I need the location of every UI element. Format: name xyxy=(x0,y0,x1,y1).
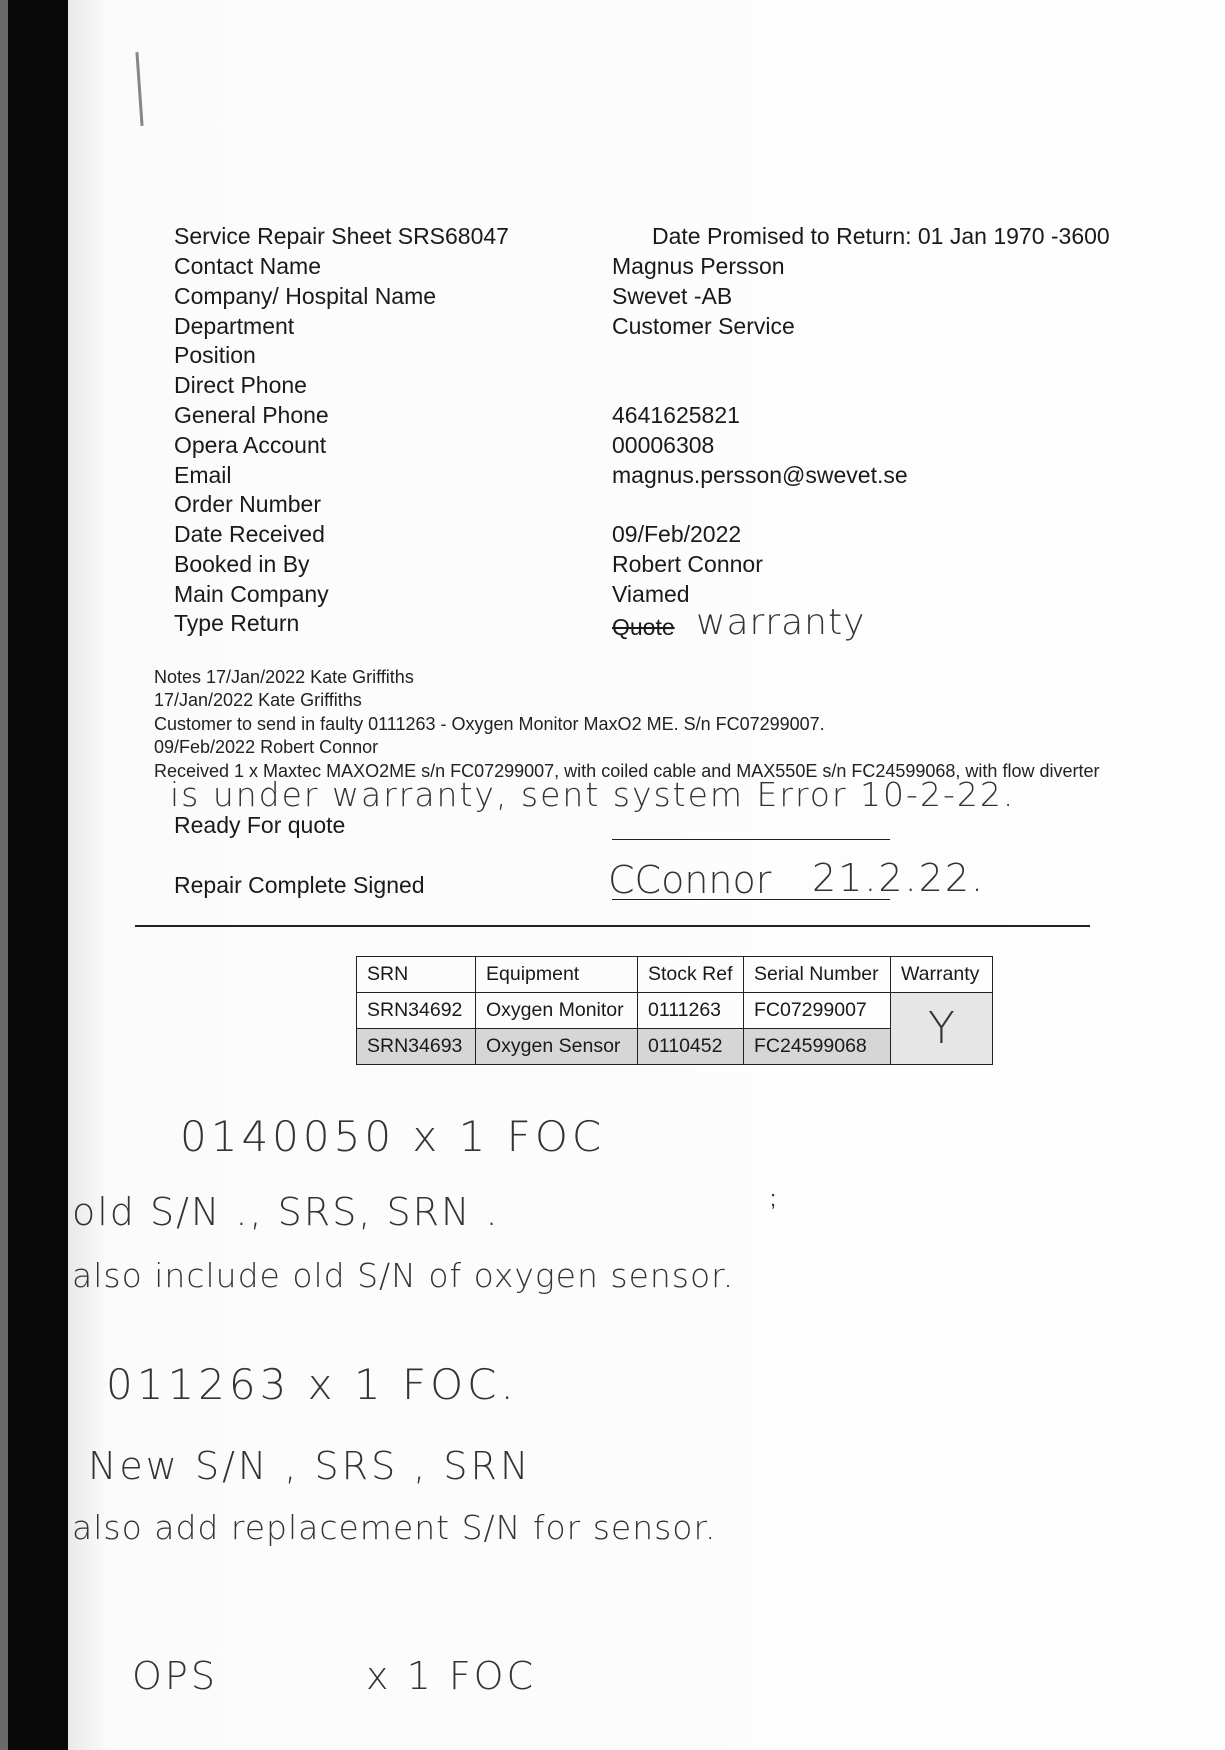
handwritten-instruction-2: also include old S/N of oxygen sensor. xyxy=(72,1256,735,1295)
field-value: magnus.persson@swevet.se xyxy=(612,462,908,488)
sheet-title: Service Repair Sheet SRS68047 xyxy=(174,223,509,249)
cell-serial: FC07299007 xyxy=(744,993,891,1029)
field-value: Robert Connor xyxy=(612,551,763,577)
field-company xyxy=(174,281,1154,311)
table-header-row xyxy=(357,957,993,993)
handwritten-part-line-1: 0140050 x 1 FOC xyxy=(180,1112,606,1161)
field-label: Type Return xyxy=(174,610,300,636)
repair-signature: CConnor xyxy=(608,858,772,902)
repair-sign-line xyxy=(612,899,890,900)
notes-block xyxy=(154,666,1204,783)
field-main-company xyxy=(174,579,1154,609)
handwritten-warranty-note: is under warranty, sent system Error 10-2-22. xyxy=(170,775,1016,814)
field-label: Department xyxy=(174,313,295,339)
handwritten-type-return: warranty xyxy=(696,602,866,643)
field-value: 00006308 xyxy=(612,432,715,458)
field-opera-account xyxy=(174,430,1154,460)
ready-for-quote-sign-line xyxy=(612,839,890,840)
section-divider xyxy=(135,925,1090,927)
note-line: Customer to send in faulty 0111263 - Oxygen Monitor MaxO2 ME. S/n FC07299007. xyxy=(154,713,825,734)
field-label: Opera Account xyxy=(174,432,327,458)
cell-stock-ref: 0110452 xyxy=(638,1029,744,1065)
field-label: Date Received xyxy=(174,521,325,547)
note-line: Received 1 x Maxtec MAXO2ME s/n FC07299007, with coiled cable and MAX550E s/n FC24599068, with flow diverter xyxy=(154,760,1100,781)
cell-srn: SRN34692 xyxy=(357,993,476,1029)
field-direct-phone xyxy=(174,370,1154,400)
handwritten-part-line-3-qty: x 1 FOC xyxy=(366,1654,537,1698)
column-header: SRN xyxy=(357,957,476,993)
handwritten-part-line-2: 011263 x 1 FOC. xyxy=(106,1360,518,1409)
handwritten-part-line-3-code: OPS xyxy=(132,1654,218,1698)
type-return-struck-value: Quote xyxy=(612,614,675,640)
note-line: 17/Jan/2022 Kate Griffiths xyxy=(154,690,362,711)
field-label: Position xyxy=(174,342,256,368)
column-header: Stock Ref xyxy=(638,957,744,993)
field-label: Direct Phone xyxy=(174,372,307,398)
ready-for-quote-label: Ready For quote xyxy=(174,812,346,838)
field-label: Main Company xyxy=(174,581,329,607)
field-value: Viamed xyxy=(612,581,690,607)
cell-serial: FC24599068 xyxy=(744,1029,891,1065)
column-header: Warranty xyxy=(891,957,993,993)
equipment-table xyxy=(356,956,993,1065)
column-header: Equipment xyxy=(476,957,638,993)
repair-signed-date: 21.2.22. xyxy=(812,856,986,900)
field-label: Contact Name xyxy=(174,253,322,279)
field-value: Swevet -AB xyxy=(612,283,733,309)
field-value: Customer Service xyxy=(612,313,795,339)
repair-complete-label: Repair Complete Signed xyxy=(174,872,425,898)
note-line: 09/Feb/2022 Robert Connor xyxy=(154,737,379,758)
date-promised: Date Promised to Return: 01 Jan 1970 -3600 xyxy=(652,223,1110,249)
cell-equipment: Oxygen Sensor xyxy=(476,1029,638,1065)
column-header: Serial Number xyxy=(744,957,891,993)
scan-edge-strip xyxy=(0,0,8,1750)
handwritten-instruction-1: old S/N ., SRS, SRN . xyxy=(72,1190,500,1234)
warranty-mark: Y xyxy=(891,993,993,1065)
handwritten-instruction-3: New S/N , SRS , SRN xyxy=(88,1444,532,1488)
field-general-phone xyxy=(174,400,1154,430)
table-row xyxy=(357,993,993,1029)
field-label: Order Number xyxy=(174,491,321,517)
cell-stock-ref: 0111263 xyxy=(638,993,744,1029)
field-value: Magnus Persson xyxy=(612,253,785,279)
field-date-received xyxy=(174,519,1154,549)
field-position xyxy=(174,340,1154,370)
field-department xyxy=(174,311,1154,341)
field-value: 09/Feb/2022 xyxy=(612,521,742,547)
field-contact-name xyxy=(174,251,1154,281)
cell-srn: SRN34693 xyxy=(357,1029,476,1065)
stray-mark: ; xyxy=(770,1186,777,1211)
field-label: Email xyxy=(174,462,232,488)
field-booked-in-by xyxy=(174,549,1154,579)
note-line: Notes 17/Jan/2022 Kate Griffiths xyxy=(154,667,414,687)
field-label: Booked in By xyxy=(174,551,310,577)
scan-edge-bar xyxy=(0,0,68,1750)
field-order-number xyxy=(174,489,1154,519)
field-label: Company/ Hospital Name xyxy=(174,283,437,309)
field-label: General Phone xyxy=(174,402,329,428)
cell-equipment: Oxygen Monitor xyxy=(476,993,638,1029)
field-value: 4641625821 xyxy=(612,402,740,428)
handwritten-instruction-4: also add replacement S/N for sensor. xyxy=(72,1508,717,1547)
field-email xyxy=(174,460,1154,490)
